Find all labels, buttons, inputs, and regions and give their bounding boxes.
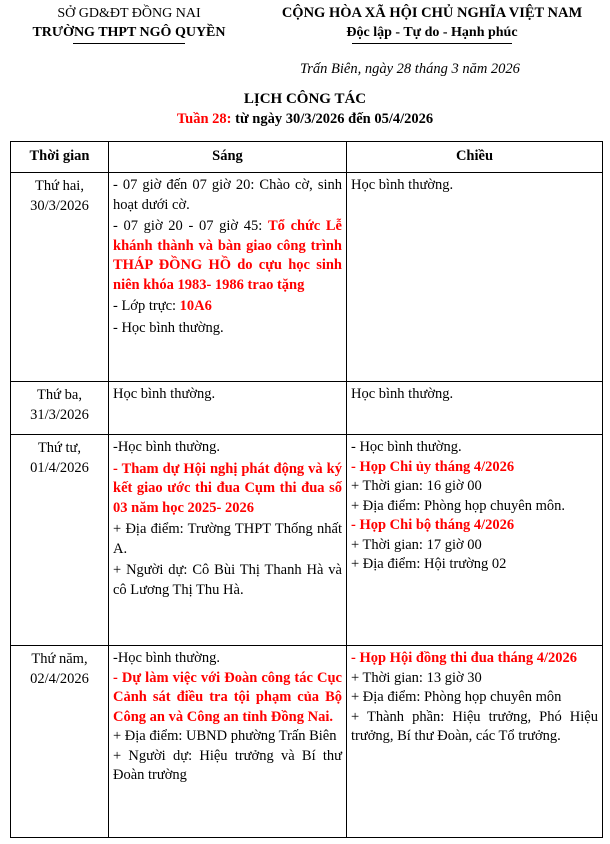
schedule-line: + Thành phần: Hiệu trưởng, Phó Hiệu trưởng, Bí thư Đoàn, các Tổ trưởng. xyxy=(351,708,598,744)
week-subtitle xyxy=(0,111,610,128)
morning-cell xyxy=(109,646,347,838)
day-date: 01/4/2026 xyxy=(30,459,89,476)
country-name: CỘNG HÒA XÃ HỘI CHỦ NGHĨA VIỆT NAM xyxy=(281,5,583,21)
day-name: Thứ hai, xyxy=(35,178,84,194)
schedule-time: - 07 giờ 20 - 07 giờ 45: xyxy=(113,218,268,234)
schedule-line: + Địa điểm: UBND phường Trấn Biên xyxy=(113,728,337,744)
day-name: Thứ ba, xyxy=(37,387,82,403)
schedule-line: + Địa điểm: Phòng họp chuyên môn. xyxy=(351,497,565,514)
day-cell xyxy=(11,382,109,435)
table-row xyxy=(11,646,603,838)
morning-cell xyxy=(109,173,347,382)
schedule-line: Học bình thường. xyxy=(113,386,216,402)
afternoon-cell xyxy=(347,173,603,382)
day-name: Thứ tư, xyxy=(37,440,82,456)
schedule-line: + Người dự: Hiệu trưởng và Bí thư Đoàn trường xyxy=(113,747,342,783)
schedule-line xyxy=(113,217,342,295)
schedule-line: - Học bình thường. xyxy=(113,319,224,336)
department-name: SỞ GD&ĐT ĐỒNG NAI xyxy=(57,6,201,21)
issuer-block xyxy=(4,4,254,44)
document-title: LỊCH CÔNG TÁC xyxy=(243,91,367,107)
schedule-line: + Thời gian: 17 giờ 00 xyxy=(351,536,482,553)
event-highlight: - Họp Hội đồng thi đua tháng 4/2026 xyxy=(351,650,578,666)
schedule-line: Học bình thường. xyxy=(351,177,454,193)
schedule-line: + Địa điểm: Trường THPT Thống nhất A. xyxy=(113,521,342,557)
motto-underline xyxy=(352,43,512,44)
morning-cell xyxy=(109,435,347,646)
event-highlight: Tổ chức Lễ khánh thành và bàn giao công trình THÁP ĐỒNG HỒ do cựu học sinh niên khóa 1983- 1986 trao tặng xyxy=(113,218,342,293)
day-cell xyxy=(11,646,109,838)
table-row xyxy=(11,435,603,646)
day-date: 31/3/2026 xyxy=(30,406,89,423)
col-header-morning: Sáng xyxy=(109,142,347,173)
school-name: TRƯỜNG THPT NGÔ QUYỀN xyxy=(32,25,226,40)
table-row xyxy=(11,382,603,435)
schedule-line xyxy=(113,297,342,317)
schedule-line: - Học bình thường. xyxy=(351,439,462,455)
table-row xyxy=(11,173,603,382)
day-date: 02/4/2026 xyxy=(30,670,89,687)
col-header-time: Thời gian xyxy=(11,142,109,173)
schedule-line: + Địa điểm: Hội trường 02 xyxy=(351,556,507,572)
national-heading xyxy=(262,4,602,44)
document-date: Trấn Biên, ngày 28 tháng 3 năm 2026 xyxy=(300,61,520,77)
morning-cell xyxy=(109,382,347,435)
week-label: Tuần 28: xyxy=(176,111,232,127)
schedule-table xyxy=(10,141,603,838)
duty-label: - Lớp trực: xyxy=(113,298,180,314)
event-highlight: - Dự làm việc với Đoàn công tác Cục Cảnh sát điều tra tội phạm của Bộ Công an và Công an tỉnh Đồng Nai. xyxy=(113,669,342,725)
schedule-line: + Thời gian: 13 giờ 30 xyxy=(351,669,482,686)
event-highlight: - Tham dự Hội nghị phát động và ký kết giao ước thi đua Cụm thi đua số 03 năm học 2025- 2026 xyxy=(113,460,342,516)
schedule-line: -Học bình thường. xyxy=(113,650,220,666)
table-header-row xyxy=(11,142,603,173)
day-cell xyxy=(11,173,109,382)
schedule-line: + Địa điểm: Phòng họp chuyên môn xyxy=(351,689,562,705)
event-highlight: - Họp Chi bộ tháng 4/2026 xyxy=(351,517,515,533)
day-name: Thứ năm, xyxy=(31,651,88,667)
col-header-afternoon: Chiều xyxy=(347,142,603,173)
event-highlight: - Họp Chi ủy tháng 4/2026 xyxy=(351,458,515,475)
week-range: từ ngày 30/3/2026 đến 05/4/2026 xyxy=(231,111,434,127)
issuer-underline xyxy=(73,43,185,44)
afternoon-cell xyxy=(347,646,603,838)
day-cell xyxy=(11,435,109,646)
schedule-line: Học bình thường. xyxy=(351,386,454,402)
national-motto: Độc lập - Tự do - Hạnh phúc xyxy=(346,25,518,40)
day-date: 30/3/2026 xyxy=(30,197,89,214)
afternoon-cell xyxy=(347,435,603,646)
schedule-line: + Người dự: Cô Bùi Thị Thanh Hà và cô Lương Thị Thu Hà. xyxy=(113,562,342,598)
afternoon-cell xyxy=(347,382,603,435)
schedule-line: - 07 giờ đến 07 giờ 20: Chào cờ, sinh hoạt dưới cờ. xyxy=(113,177,342,213)
duty-class: 10A6 xyxy=(179,298,212,314)
schedule-line: -Học bình thường. xyxy=(113,439,220,455)
schedule-line: + Thời gian: 16 giờ 00 xyxy=(351,478,482,494)
